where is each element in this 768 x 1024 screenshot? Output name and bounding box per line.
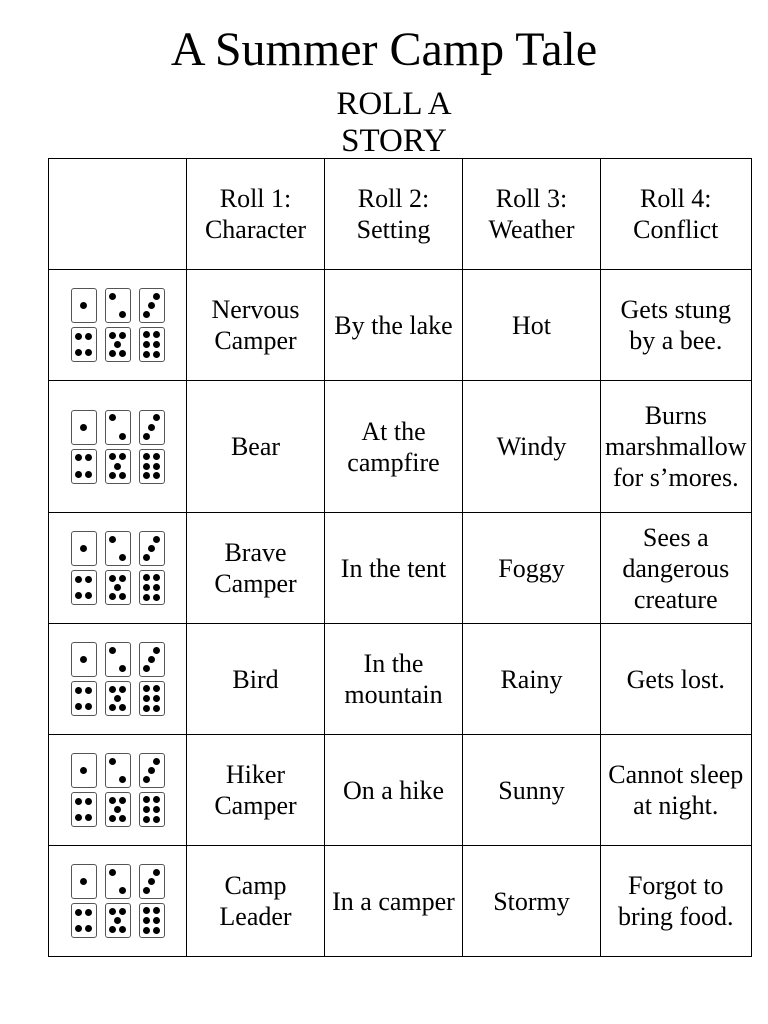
die-pip: [75, 703, 82, 710]
die-pip: [153, 341, 160, 348]
die-pip: [143, 887, 150, 894]
die-face-4: [71, 681, 97, 716]
table-row: [49, 735, 752, 846]
die-pip: [119, 311, 126, 318]
header-roll-1: Roll 1: Character: [187, 159, 325, 270]
die-pip: [119, 908, 126, 915]
die-pip: [143, 796, 150, 803]
die-pip: [148, 656, 155, 663]
conflict-cell: Cannot sleep at night.: [601, 735, 752, 846]
die-pip: [119, 453, 126, 460]
setting-cell: In a camper: [325, 846, 463, 957]
dice-set: [53, 642, 182, 716]
die-face-4: [71, 903, 97, 938]
die-pip: [153, 917, 160, 924]
die-face-1: [71, 288, 97, 323]
die-pip: [153, 472, 160, 479]
die-pip: [109, 472, 116, 479]
die-pip: [119, 686, 126, 693]
die-pip: [114, 463, 121, 470]
die-pip: [143, 594, 150, 601]
die-pip: [148, 878, 155, 885]
die-pip: [143, 574, 150, 581]
setting-cell: In the mountain: [325, 624, 463, 735]
setting-cell: At the campfire: [325, 381, 463, 513]
conflict-cell: Gets lost.: [601, 624, 752, 735]
die-pip: [75, 798, 82, 805]
dice-cell: [49, 735, 187, 846]
die-pip: [109, 536, 116, 543]
die-pip: [143, 665, 150, 672]
die-pip: [85, 909, 92, 916]
die-pip: [119, 815, 126, 822]
dice-set: [53, 753, 182, 827]
die-pip: [153, 796, 160, 803]
die-face-1: [71, 753, 97, 788]
die-pip: [80, 545, 87, 552]
character-cell: Bird: [187, 624, 325, 735]
die-pip: [109, 926, 116, 933]
die-face-6: [139, 327, 165, 362]
conflict-cell: Burns marshmallow for s’mores.: [601, 381, 752, 513]
die-face-5: [105, 570, 131, 605]
die-pip: [80, 424, 87, 431]
die-pip: [153, 453, 160, 460]
die-pip: [153, 647, 160, 654]
die-pip: [143, 331, 150, 338]
die-face-6: [139, 792, 165, 827]
dice-cell: [49, 846, 187, 957]
weather-cell: Foggy: [463, 513, 601, 624]
die-pip: [153, 293, 160, 300]
die-pip: [85, 471, 92, 478]
die-pip: [153, 574, 160, 581]
die-pip: [143, 685, 150, 692]
die-face-3: [139, 642, 165, 677]
story-table: [48, 158, 752, 957]
die-pip: [143, 341, 150, 348]
die-pip: [153, 351, 160, 358]
dice-set: [53, 531, 182, 605]
die-pip: [75, 576, 82, 583]
die-pip: [119, 332, 126, 339]
table-row: [49, 624, 752, 735]
die-face-5: [105, 903, 131, 938]
page-title: A Summer Camp Tale: [170, 23, 598, 76]
die-pip: [119, 887, 126, 894]
character-cell: Hiker Camper: [187, 735, 325, 846]
die-pip: [119, 593, 126, 600]
die-pip: [80, 878, 87, 885]
die-pip: [114, 806, 121, 813]
die-pip: [109, 686, 116, 693]
die-pip: [75, 592, 82, 599]
die-pip: [85, 687, 92, 694]
die-pip: [109, 704, 116, 711]
weather-cell: Stormy: [463, 846, 601, 957]
weather-cell: Sunny: [463, 735, 601, 846]
die-pip: [85, 703, 92, 710]
die-pip: [119, 350, 126, 357]
die-pip: [80, 656, 87, 663]
die-face-2: [105, 288, 131, 323]
die-face-2: [105, 531, 131, 566]
die-pip: [148, 424, 155, 431]
die-pip: [114, 584, 121, 591]
die-face-3: [139, 753, 165, 788]
die-pip: [143, 463, 150, 470]
die-pip: [143, 917, 150, 924]
die-pip: [109, 414, 116, 421]
die-pip: [119, 433, 126, 440]
die-face-2: [105, 753, 131, 788]
die-pip: [85, 333, 92, 340]
die-pip: [109, 593, 116, 600]
die-face-1: [71, 531, 97, 566]
die-pip: [85, 925, 92, 932]
die-face-6: [139, 449, 165, 484]
dice-set: [53, 864, 182, 938]
conflict-cell: Forgot to bring food.: [601, 846, 752, 957]
die-pip: [119, 575, 126, 582]
dice-cell: [49, 270, 187, 381]
die-pip: [143, 472, 150, 479]
die-face-5: [105, 449, 131, 484]
character-cell: Bear: [187, 381, 325, 513]
die-face-3: [139, 531, 165, 566]
die-pip: [153, 816, 160, 823]
die-face-2: [105, 864, 131, 899]
header-roll-3: Roll 3: Weather: [463, 159, 601, 270]
die-pip: [109, 647, 116, 654]
dice-cell: [49, 513, 187, 624]
die-pip: [109, 908, 116, 915]
die-pip: [114, 917, 121, 924]
conflict-cell: Gets stung by a bee.: [601, 270, 752, 381]
dice-set: [53, 288, 182, 362]
die-pip: [143, 816, 150, 823]
die-pip: [143, 584, 150, 591]
die-face-1: [71, 642, 97, 677]
die-pip: [148, 767, 155, 774]
die-pip: [75, 333, 82, 340]
die-pip: [75, 687, 82, 694]
character-cell: Brave Camper: [187, 513, 325, 624]
die-pip: [119, 665, 126, 672]
die-face-6: [139, 681, 165, 716]
die-pip: [85, 592, 92, 599]
die-pip: [143, 554, 150, 561]
die-pip: [143, 927, 150, 934]
die-pip: [153, 584, 160, 591]
die-pip: [75, 349, 82, 356]
die-pip: [75, 471, 82, 478]
die-pip: [143, 776, 150, 783]
die-pip: [109, 575, 116, 582]
die-pip: [109, 758, 116, 765]
die-pip: [75, 909, 82, 916]
die-pip: [153, 695, 160, 702]
dice-set: [53, 410, 182, 484]
die-pip: [114, 341, 121, 348]
die-pip: [153, 705, 160, 712]
die-pip: [153, 758, 160, 765]
die-face-2: [105, 410, 131, 445]
die-pip: [143, 705, 150, 712]
die-face-4: [71, 449, 97, 484]
dice-cell: [49, 624, 187, 735]
table-row: [49, 846, 752, 957]
die-face-3: [139, 864, 165, 899]
page-subtitle: ROLL A STORY: [336, 86, 452, 159]
die-face-2: [105, 642, 131, 677]
die-pip: [143, 311, 150, 318]
die-pip: [153, 414, 160, 421]
die-pip: [143, 907, 150, 914]
table-row: [49, 381, 752, 513]
header-dice-column: [49, 159, 187, 270]
table-row: [49, 270, 752, 381]
die-pip: [114, 695, 121, 702]
die-pip: [153, 331, 160, 338]
die-pip: [153, 869, 160, 876]
table-row: [49, 513, 752, 624]
setting-cell: In the tent: [325, 513, 463, 624]
dice-cell: [49, 381, 187, 513]
die-pip: [143, 806, 150, 813]
header-row: [49, 159, 752, 270]
character-cell: Nervous Camper: [187, 270, 325, 381]
die-pip: [148, 302, 155, 309]
die-pip: [109, 453, 116, 460]
die-pip: [119, 926, 126, 933]
die-pip: [143, 453, 150, 460]
die-pip: [109, 293, 116, 300]
die-pip: [109, 869, 116, 876]
die-pip: [109, 797, 116, 804]
die-pip: [75, 925, 82, 932]
weather-cell: Hot: [463, 270, 601, 381]
die-pip: [119, 776, 126, 783]
weather-cell: Windy: [463, 381, 601, 513]
die-face-3: [139, 288, 165, 323]
die-face-1: [71, 410, 97, 445]
die-pip: [153, 594, 160, 601]
die-pip: [85, 349, 92, 356]
die-pip: [80, 767, 87, 774]
die-pip: [85, 798, 92, 805]
weather-cell: Rainy: [463, 624, 601, 735]
die-face-4: [71, 570, 97, 605]
conflict-cell: Sees a dangerous creature: [601, 513, 752, 624]
die-face-4: [71, 792, 97, 827]
die-pip: [119, 554, 126, 561]
die-pip: [143, 351, 150, 358]
die-pip: [153, 907, 160, 914]
die-pip: [75, 454, 82, 461]
die-pip: [80, 302, 87, 309]
die-pip: [109, 815, 116, 822]
die-pip: [85, 454, 92, 461]
header-roll-2: Roll 2: Setting: [325, 159, 463, 270]
die-pip: [85, 576, 92, 583]
die-pip: [75, 814, 82, 821]
die-pip: [109, 332, 116, 339]
die-face-6: [139, 903, 165, 938]
die-face-6: [139, 570, 165, 605]
die-pip: [153, 536, 160, 543]
setting-cell: By the lake: [325, 270, 463, 381]
character-cell: Camp Leader: [187, 846, 325, 957]
die-pip: [119, 704, 126, 711]
die-pip: [85, 814, 92, 821]
header-roll-4: Roll 4: Conflict: [601, 159, 752, 270]
die-pip: [148, 545, 155, 552]
die-pip: [119, 797, 126, 804]
die-pip: [153, 685, 160, 692]
die-face-1: [71, 864, 97, 899]
die-pip: [143, 433, 150, 440]
die-face-5: [105, 792, 131, 827]
die-pip: [109, 350, 116, 357]
die-face-5: [105, 681, 131, 716]
die-face-3: [139, 410, 165, 445]
die-pip: [153, 463, 160, 470]
die-pip: [143, 695, 150, 702]
die-face-4: [71, 327, 97, 362]
die-face-5: [105, 327, 131, 362]
die-pip: [153, 806, 160, 813]
die-pip: [119, 472, 126, 479]
setting-cell: On a hike: [325, 735, 463, 846]
die-pip: [153, 927, 160, 934]
